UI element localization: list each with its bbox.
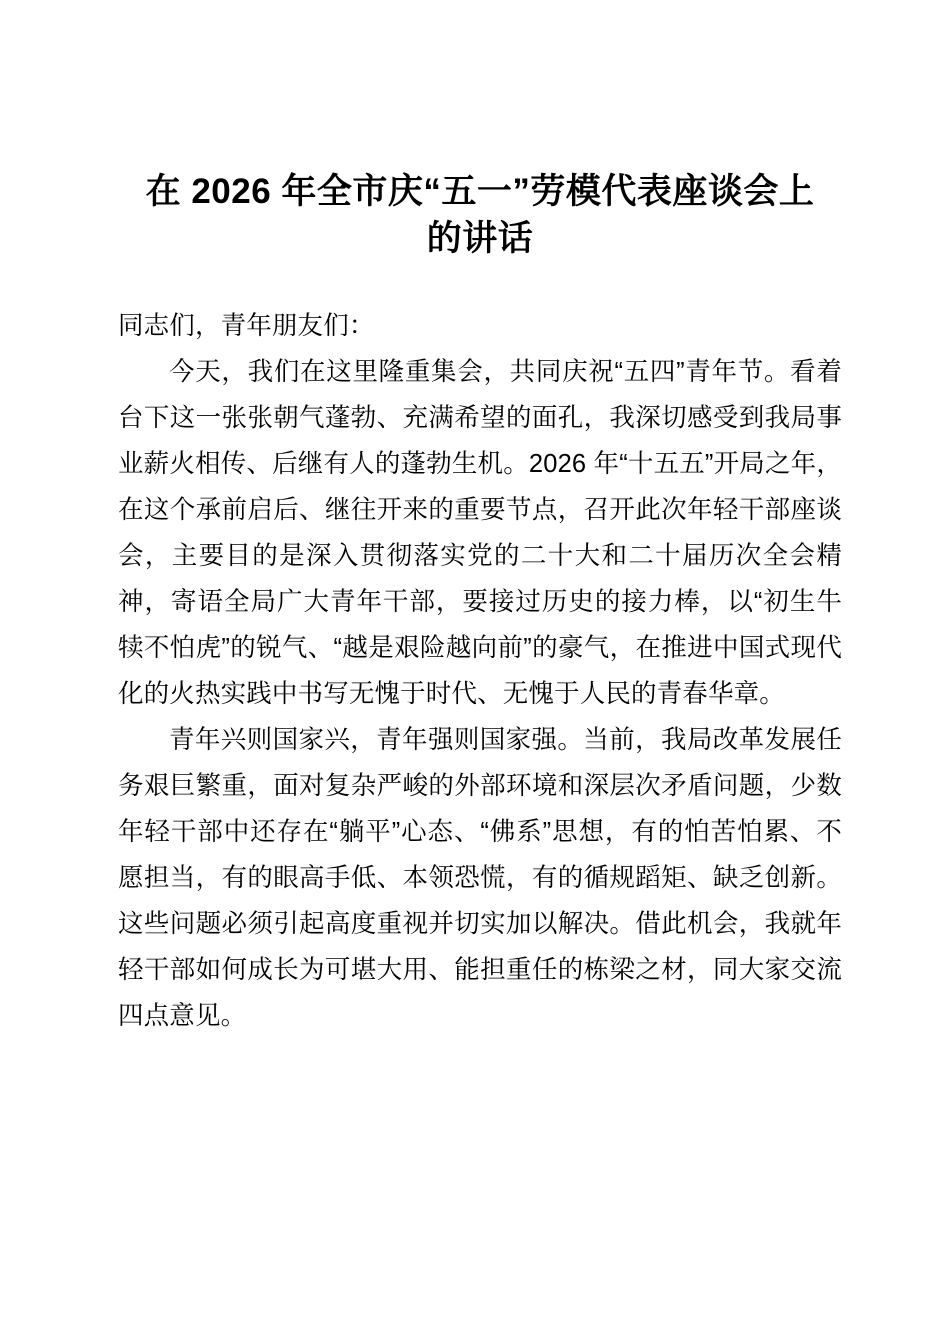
document-title-line-1: 在 2026 年全市庆“五一”劳模代表座谈会上 <box>145 172 815 211</box>
page-content-column <box>118 0 842 1039</box>
document-title-line-2: 的讲话 <box>426 219 534 258</box>
document-title <box>118 0 842 262</box>
body-paragraph-2: 青年兴则国家兴，青年强则国家强。当前，我局改革发展任务艰巨繁重，面对复杂严峻的外部环境和深层次矛盾问题，少数年轻干部中还存在“躺平”心态、“佛系”思想，有的怕苦怕累、不愿担当，有的眼高手低、本领恐慌，有的循规蹈矩、缺乏创新。这些问题必须引起高度重视并切实加以解决。借此机会，我就年轻干部如何成长为可堪大用、能担重任的栋梁之材，同大家交流四点意见。 <box>118 726 842 1030</box>
body-paragraph-1: 今天，我们在这里隆重集会，共同庆祝“五四”青年节。看着台下这一张张朝气蓬勃、充满希望的面孔，我深切感受到我局事业薪火相传、后继有人的蓬勃生机。2026 年“十五五”开局之年，在这个承前启后、继往开来的重要节点，召开此次年轻干部座谈会，主要目的是深入贯彻落实党的二十大和二十届历次全会精神，寄语全局广大青年干部，要接过历史的接力棒，以“初生牛犊不怕虎”的锐气、“越是艰险越向前”的豪气，在推进中国式现代化的火热实践中书写无愧于时代、无愧于人民的青春华章。 <box>118 358 842 708</box>
salutation: 同志们，青年朋友们： <box>118 312 375 340</box>
document-body <box>118 303 842 1039</box>
